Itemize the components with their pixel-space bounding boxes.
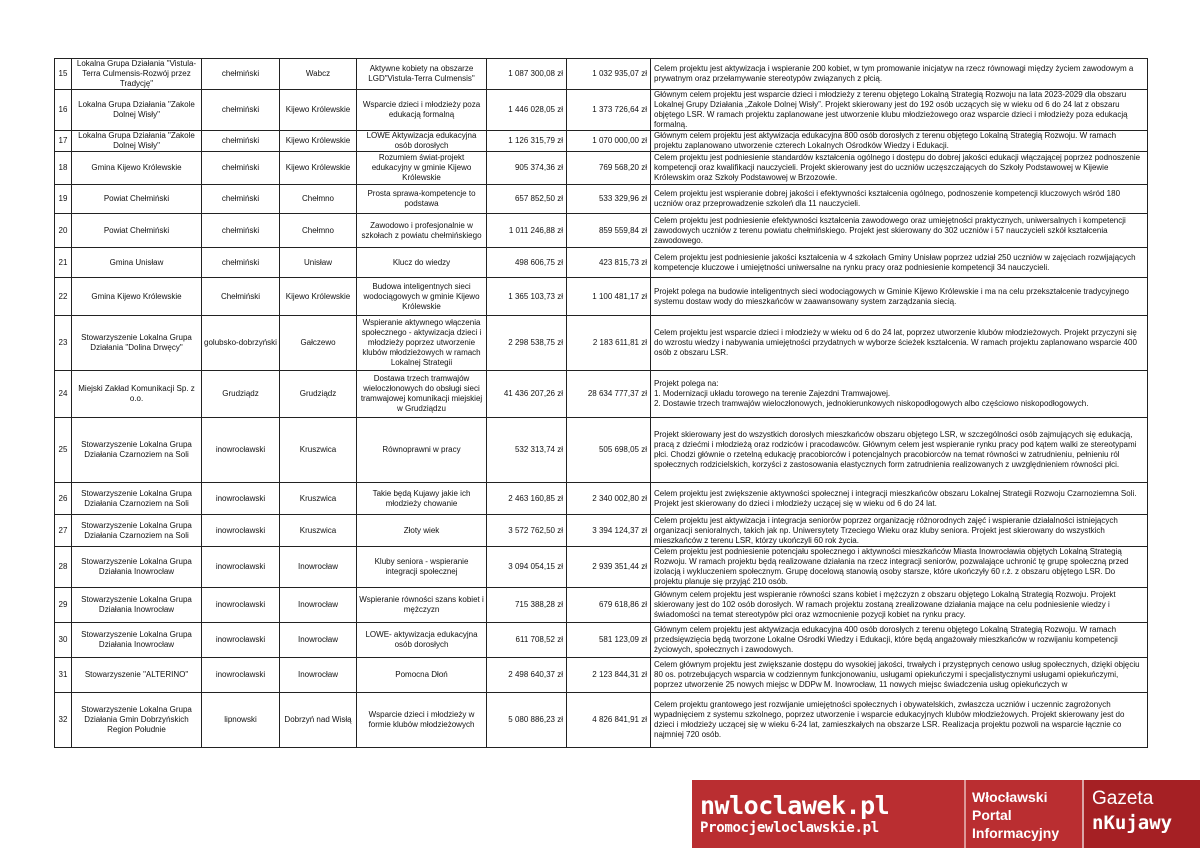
beneficiary-cell: Gmina Kijewo Królewskie — [72, 152, 202, 185]
district-cell: inowrocławski — [202, 623, 280, 658]
beneficiary-cell: Gmina Kijewo Królewskie — [72, 278, 202, 316]
total-value-cell: 1 011 246,88 zł — [487, 214, 567, 248]
commune-cell: Kijewo Królewskie — [280, 278, 357, 316]
row-number: 20 — [55, 214, 72, 248]
row-number: 29 — [55, 588, 72, 623]
commune-cell: Kijewo Królewskie — [280, 152, 357, 185]
beneficiary-cell: Stowarzyszenie Lokalna Grupa Działania "Dolina Drwęcy" — [72, 316, 202, 371]
description-cell: Projekt polega na: 1. Modernizacji układu torowego na terenie Zajezdni Tramwajowej. 2. Dostawie trzech tramwajów wieloczłonowych, jednokierunkowych niskopodłogowych albo częściowo niskopodłogowych. — [651, 371, 1148, 418]
row-number: 25 — [55, 418, 72, 483]
project-title-cell: Wsparcie dzieci i młodzieży w formie klubów młodzieżowych — [357, 693, 487, 748]
project-title-cell: Kluby seniora - wspieranie integracji społecznej — [357, 547, 487, 588]
row-number: 31 — [55, 658, 72, 693]
project-title-cell: Wspieranie równości szans kobiet i mężczyzn — [357, 588, 487, 623]
district-cell: chełmiński — [202, 131, 280, 152]
beneficiary-cell: Powiat Chełmiński — [72, 214, 202, 248]
total-value-cell: 2 498 640,37 zł — [487, 658, 567, 693]
total-value-cell: 715 388,28 zł — [487, 588, 567, 623]
grant-value-cell: 1 100 481,17 zł — [567, 278, 651, 316]
description-cell: Głównym celem projektu jest wsparcie dzieci i młodzieży z terenu objętego Lokalną Strategią Rozwoju na lata 2023-2029 dla obszaru Lokalnej Grupy Działania „Zakole Dolnej Wisły”. Projekt skierowany jest do 192 osób uczących się w wieku od 6 do 24 lat z obszaru objętego LSR. W ramach projektu zaplanowane jest utworzenie klubu młodzieżowego oraz wsparcie dzieci i młodzieży poza edukacją formalną. — [651, 90, 1148, 131]
row-number: 32 — [55, 693, 72, 748]
watermark-main — [692, 780, 964, 848]
table-row — [55, 90, 1148, 131]
project-title-cell: Klucz do wiedzy — [357, 248, 487, 278]
description-cell: Celem projektu jest zwiększenie aktywności społecznej i integracji mieszkańców obszaru Lokalnej Strategii Rozwoju Czarnoziemna Soli. Projekt jest skierowany do dzieci i młodzieży uczącej się w wieku od 6 do 24 lat. — [651, 483, 1148, 515]
district-cell: Grudziądz — [202, 371, 280, 418]
row-number: 16 — [55, 90, 72, 131]
row-number: 21 — [55, 248, 72, 278]
beneficiary-cell: Stowarzyszenie Lokalna Grupa Działania Czarnoziem na Soli — [72, 515, 202, 547]
commune-cell: Gałczewo — [280, 316, 357, 371]
beneficiary-cell: Lokalna Grupa Działania "Zakole Dolnej Wisły" — [72, 131, 202, 152]
description-cell: Głównym celem projektu jest aktywizacja edukacyjna 400 osób dorosłych z terenu objętego Lokalną Strategią Rozwoju. W ramach przedsięwzięcia będą tworzone Lokalne Ośrodki Wiedzy i Edukacji, które będą angażowały mieszkańców w rozwijaniu kompetencji życiowych, społecznych i zawodowych. — [651, 623, 1148, 658]
district-cell: inowrocławski — [202, 588, 280, 623]
row-number: 23 — [55, 316, 72, 371]
watermark-portal: Włocławski Portal Informacyjny — [964, 780, 1082, 848]
project-title-cell: Złoty wiek — [357, 515, 487, 547]
grant-value-cell: 2 939 351,44 zł — [567, 547, 651, 588]
row-number: 28 — [55, 547, 72, 588]
total-value-cell: 1 365 103,73 zł — [487, 278, 567, 316]
description-cell: Projekt polega na budowie inteligentnych sieci wodociągowych w Gminie Kijewo Królewskie i ma na celu przekształcenie tradycyjnego systemu dostaw wody do mieszkańców w zaawansowany system zarządzania siecią. — [651, 278, 1148, 316]
total-value-cell: 41 436 207,26 zł — [487, 371, 567, 418]
grant-value-cell: 2 340 002,80 zł — [567, 483, 651, 515]
district-cell: lipnowski — [202, 693, 280, 748]
description-cell: Głównym celem projektu jest wspieranie równości szans kobiet i mężczyzn z obszaru objętego Lokalną Strategią Rozwoju. Projekt skierowany jest do 102 osób dorosłych. W ramach projektu zostaną zrealizowane działania mające na celu podniesienie wiedzy i świadomości na temat stereotypów płci oraz wzmocnienie pozycji kobiet na rynku pracy. — [651, 588, 1148, 623]
row-number: 26 — [55, 483, 72, 515]
table-row — [55, 131, 1148, 152]
projects-table-sheet — [54, 58, 1147, 748]
beneficiary-cell: Lokalna Grupa Działania "Vistula-Terra Culmensis-Rozwój przez Tradycję" — [72, 59, 202, 90]
grant-value-cell: 679 618,86 zł — [567, 588, 651, 623]
table-body — [55, 59, 1148, 748]
commune-cell: Wabcz — [280, 59, 357, 90]
table-row — [55, 515, 1148, 547]
district-cell: chełmiński — [202, 90, 280, 131]
total-value-cell: 1 126 315,79 zł — [487, 131, 567, 152]
district-cell: chełmiński — [202, 214, 280, 248]
row-number: 27 — [55, 515, 72, 547]
row-number: 17 — [55, 131, 72, 152]
beneficiary-cell: Stowarzyszenie Lokalna Grupa Działania Inowrocław — [72, 623, 202, 658]
district-cell: golubsko-dobrzyński — [202, 316, 280, 371]
grant-value-cell: 1 373 726,64 zł — [567, 90, 651, 131]
commune-cell: Chełmno — [280, 214, 357, 248]
total-value-cell: 3 572 762,50 zł — [487, 515, 567, 547]
district-cell: inowrocławski — [202, 483, 280, 515]
description-cell: Celem projektu jest podniesienie potencjału społecznego i aktywności mieszkańców Miasta Inowrocławia objętych Lokalną Strategią Rozwoju. W ramach projektu będą realizowane działania na rzecz integracji seniorów, pozwalające uchronić tę grupę społeczną przed izolacją i wykluczeniem społecznym. Grupę docelową stanowią osoby starsze, które ukończyły 60 r.ż. z obszaru objętego LSR. Do projektu planuje się przyjąć 210 osób. — [651, 547, 1148, 588]
commune-cell: Kruszwica — [280, 418, 357, 483]
table-row — [55, 278, 1148, 316]
watermark-gazeta — [1082, 780, 1200, 848]
district-cell: chełmiński — [202, 185, 280, 214]
commune-cell: Kruszwica — [280, 483, 357, 515]
project-title-cell: Pomocna Dłoń — [357, 658, 487, 693]
description-cell: Celem projektu jest wsparcie dzieci i młodzieży w wieku od 6 do 24 lat, poprzez utworzenie klubów młodzieżowych. Projekt przyczyni się do wzrostu wiedzy i nabywania umiejętności przydatnych w wyborze ścieżek kształcenia. W ramach projektu zaplanowano wsparcie 400 osób z obszaru LSR. — [651, 316, 1148, 371]
commune-cell: Kruszwica — [280, 515, 357, 547]
table-row — [55, 152, 1148, 185]
grant-value-cell: 533 329,96 zł — [567, 185, 651, 214]
project-title-cell: Takie będą Kujawy jakie ich młodzieży chowanie — [357, 483, 487, 515]
watermark-gazeta-line1: Gazeta — [1092, 788, 1154, 809]
table-row — [55, 547, 1148, 588]
total-value-cell: 1 446 028,05 zł — [487, 90, 567, 131]
grant-value-cell: 423 815,73 zł — [567, 248, 651, 278]
project-title-cell: LOWE Aktywizacja edukacyjna osób dorosłych — [357, 131, 487, 152]
total-value-cell: 611 708,52 zł — [487, 623, 567, 658]
commune-cell: Kijewo Królewskie — [280, 131, 357, 152]
grant-value-cell: 859 559,84 zł — [567, 214, 651, 248]
commune-cell: Grudziądz — [280, 371, 357, 418]
project-title-cell: Budowa inteligentnych sieci wodociągowych w gminie Kijewo Królewskie — [357, 278, 487, 316]
commune-cell: Inowrocław — [280, 547, 357, 588]
total-value-cell: 5 080 886,23 zł — [487, 693, 567, 748]
table-row — [55, 418, 1148, 483]
table-row — [55, 623, 1148, 658]
description-cell: Celem projektu grantowego jest rozwijanie umiejętności społecznych i obywatelskich, zwłaszcza uczniów i uczennic zagrożonych wypadnięciem z systemu szkolnego, poprzez utworzenie i wsparcie edukacyjnych klubów młodzieżowych. Projekt skierowany jest do dzieci i młodzieży uczącej się w wieku 6-24 lat, zamieszkałych na obszarze LSR. Realizacja projektu pozwoli na wsparcie łącznie co najmniej 720 osób. — [651, 693, 1148, 748]
description-cell: Celem projektu jest podniesienie efektywności kształcenia zawodowego oraz umiejętności praktycznych, uniwersalnych i kompetencji zawodowych uczniów z terenu powiatu chełmińskiego. Projekt jest skierowany do 302 uczniów i 57 nauczycieli szkół kształcenia zawodowego. — [651, 214, 1148, 248]
project-title-cell: Wsparcie dzieci i młodzieży poza edukacją formalną — [357, 90, 487, 131]
commune-cell: Dobrzyń nad Wisłą — [280, 693, 357, 748]
district-cell: inowrocławski — [202, 658, 280, 693]
project-title-cell: Zawodowo i profesjonalnie w szkołach z powiatu chełmińskiego — [357, 214, 487, 248]
total-value-cell: 1 087 300,08 zł — [487, 59, 567, 90]
grant-value-cell: 3 394 124,37 zł — [567, 515, 651, 547]
beneficiary-cell: Stowarzyszenie Lokalna Grupa Działania Czarnoziem na Soli — [72, 483, 202, 515]
total-value-cell: 657 852,50 zł — [487, 185, 567, 214]
district-cell: chełmiński — [202, 248, 280, 278]
projects-table — [54, 58, 1148, 748]
description-cell: Celem projektu jest podniesienie jakości kształcenia w 4 szkołach Gminy Unisław poprzez udział 250 uczniów w zajęciach rozwijających kompetencje kluczowe i umiejętności uniwersalne na rynku pracy oraz podniesienie kompetencji 34 nauczycieli. — [651, 248, 1148, 278]
commune-cell: Chełmno — [280, 185, 357, 214]
grant-value-cell: 769 568,20 zł — [567, 152, 651, 185]
table-row — [55, 483, 1148, 515]
table-row — [55, 59, 1148, 90]
commune-cell: Inowrocław — [280, 588, 357, 623]
grant-value-cell: 1 032 935,07 zł — [567, 59, 651, 90]
project-title-cell: Aktywne kobiety na obszarze LGD"Vistula-Terra Culmensis" — [357, 59, 487, 90]
description-cell: Celem projektu jest aktywizacja i integracja seniorów poprzez organizację różnorodnych zajęć i wspieranie działalności istniejących organizacji senioralnych, takich jak np. Uniwersytety Trzeciego Wieku oraz kluby seniora. Projekt jest skierowany do wszystkich mieszkańców z terenu LSR, którzy ukończyli 60 rok życia. — [651, 515, 1148, 547]
table-row — [55, 658, 1148, 693]
beneficiary-cell: Lokalna Grupa Działania "Zakole Dolnej Wisły" — [72, 90, 202, 131]
row-number: 19 — [55, 185, 72, 214]
total-value-cell: 2 463 160,85 zł — [487, 483, 567, 515]
commune-cell: Inowrocław — [280, 623, 357, 658]
beneficiary-cell: Stowarzyszenie Lokalna Grupa Działania Gmin Dobrzyńskich Region Południe — [72, 693, 202, 748]
project-title-cell: Rozumiem świat-projekt edukacyjny w gminie Kijewo Królewskie — [357, 152, 487, 185]
total-value-cell: 2 298 538,75 zł — [487, 316, 567, 371]
grant-value-cell: 505 698,05 zł — [567, 418, 651, 483]
district-cell: inowrocławski — [202, 418, 280, 483]
project-title-cell: Dostawa trzech tramwajów wieloczłonowych do obsługi sieci tramwajowej komunikacji miejskiej w Grudziądzu — [357, 371, 487, 418]
watermark-gazeta-line2: nKujawy — [1092, 812, 1173, 834]
district-cell: Chełmiński — [202, 278, 280, 316]
beneficiary-cell: Stowarzyszenie Lokalna Grupa Działania Inowrocław — [72, 547, 202, 588]
description-cell: Celem głównym projektu jest zwiększanie dostępu do wysokiej jakości, trwałych i przystępnych cenowo usług społecznych, dzięki objęciu 80 os. potrzebujących wsparcia w codziennym funkcjonowaniu, usługami opiekuńczymi i specjalistycznymi usługami opiekuńczymi, poprzez utworzenie 25 nowych miejsc w DDPw M. Inowrocław, 11 nowych miejsc świadczenia usług opiekuńczych w — [651, 658, 1148, 693]
table-row — [55, 693, 1148, 748]
district-cell: inowrocławski — [202, 515, 280, 547]
grant-value-cell: 4 826 841,91 zł — [567, 693, 651, 748]
project-title-cell: Wspieranie aktywnego włączenia społecznego - aktywizacja dzieci i młodzieży poprzez utworzenie klubów młodzieżowych w ramach Lokalnej Strategii — [357, 316, 487, 371]
row-number: 18 — [55, 152, 72, 185]
district-cell: inowrocławski — [202, 547, 280, 588]
beneficiary-cell: Gmina Unisław — [72, 248, 202, 278]
project-title-cell: Prosta sprawa-kompetencje to podstawa — [357, 185, 487, 214]
row-number: 22 — [55, 278, 72, 316]
beneficiary-cell: Miejski Zakład Komunikacji Sp. z o.o. — [72, 371, 202, 418]
district-cell: chełmiński — [202, 152, 280, 185]
description-cell: Celem projektu jest aktywizacja i wspieranie 200 kobiet, w tym promowanie inicjatyw na rzecz równowagi między życiem zawodowym a prywatnym oraz przełamywanie stereotypów związanych z płcią. — [651, 59, 1148, 90]
grant-value-cell: 581 123,09 zł — [567, 623, 651, 658]
beneficiary-cell: Stowarzyszenie Lokalna Grupa Działania Czarnoziem na Soli — [72, 418, 202, 483]
description-cell: Celem projektu jest podniesienie standardów kształcenia ogólnego i dostępu do dobrej jakości edukacji włączającej poprzez podnoszenie kompetencji oraz kwalifikacji nauczycieli. Projekt skierowany jest do uczniów uczęszczających do Szkoły Podstawowej w Kijewie Królewskim oraz Szkoły Podstawowej w Brzozowie. — [651, 152, 1148, 185]
beneficiary-cell: Stowarzyszenie "ALTERINO" — [72, 658, 202, 693]
beneficiary-cell: Stowarzyszenie Lokalna Grupa Działania Inowrocław — [72, 588, 202, 623]
project-title-cell: LOWE- aktywizacja edukacyjna osób dorosłych — [357, 623, 487, 658]
total-value-cell: 532 313,74 zł — [487, 418, 567, 483]
table-row — [55, 185, 1148, 214]
commune-cell: Kijewo Królewskie — [280, 90, 357, 131]
table-row — [55, 371, 1148, 418]
grant-value-cell: 1 070 000,00 zł — [567, 131, 651, 152]
commune-cell: Inowrocław — [280, 658, 357, 693]
description-cell: Projekt skierowany jest do wszystkich dorosłych mieszkańców obszaru objętego LSR, w szczególności osób zajmujących się edukacją, pracą z dziećmi i młodzieżą oraz rodziców i pracodawców. Głównym celem jest wspieranie rynku pracy pod kątem walki ze stereotypami płci. Chodzi głównie o rzetelną edukację pracobiorców i potencjalnych pracobiorców na temat równości w zatrudnieniu, pełnieniu ról społecznych rodzicielskich, korzyści z zastosowania elastycznych form zatrudnienia realizowanych z uwzględnieniem równości płci. — [651, 418, 1148, 483]
total-value-cell: 498 606,75 zł — [487, 248, 567, 278]
table-row — [55, 248, 1148, 278]
commune-cell: Unisław — [280, 248, 357, 278]
watermark-banner — [692, 780, 1200, 848]
watermark-promo: Promocjewloclawskie.pl — [700, 819, 879, 836]
project-title-cell: Równoprawni w pracy — [357, 418, 487, 483]
description-cell: Celem projektu jest wspieranie dobrej jakości i efektywności kształcenia ogólnego, podnoszenie kompetencji kluczowych wśród 180 uczniów oraz przeprowadzenie szkoleń dla 11 nauczycieli. — [651, 185, 1148, 214]
row-number: 15 — [55, 59, 72, 90]
table-row — [55, 316, 1148, 371]
description-cell: Głównym celem projektu jest aktywizacja edukacyjna 800 osób dorosłych z terenu objętego Lokalną Strategią Rozwoju. W ramach projektu zaplanowano utworzenie czterech Lokalnych Ośrodków Wiedzy i Edukacji. — [651, 131, 1148, 152]
grant-value-cell: 2 123 844,31 zł — [567, 658, 651, 693]
table-row — [55, 214, 1148, 248]
grant-value-cell: 28 634 777,37 zł — [567, 371, 651, 418]
district-cell: chełmiński — [202, 59, 280, 90]
watermark-site: nwloclawek.pl — [700, 790, 890, 820]
total-value-cell: 3 094 054,15 zł — [487, 547, 567, 588]
beneficiary-cell: Powiat Chełmiński — [72, 185, 202, 214]
table-row — [55, 588, 1148, 623]
total-value-cell: 905 374,36 zł — [487, 152, 567, 185]
row-number: 24 — [55, 371, 72, 418]
grant-value-cell: 2 183 611,81 zł — [567, 316, 651, 371]
row-number: 30 — [55, 623, 72, 658]
